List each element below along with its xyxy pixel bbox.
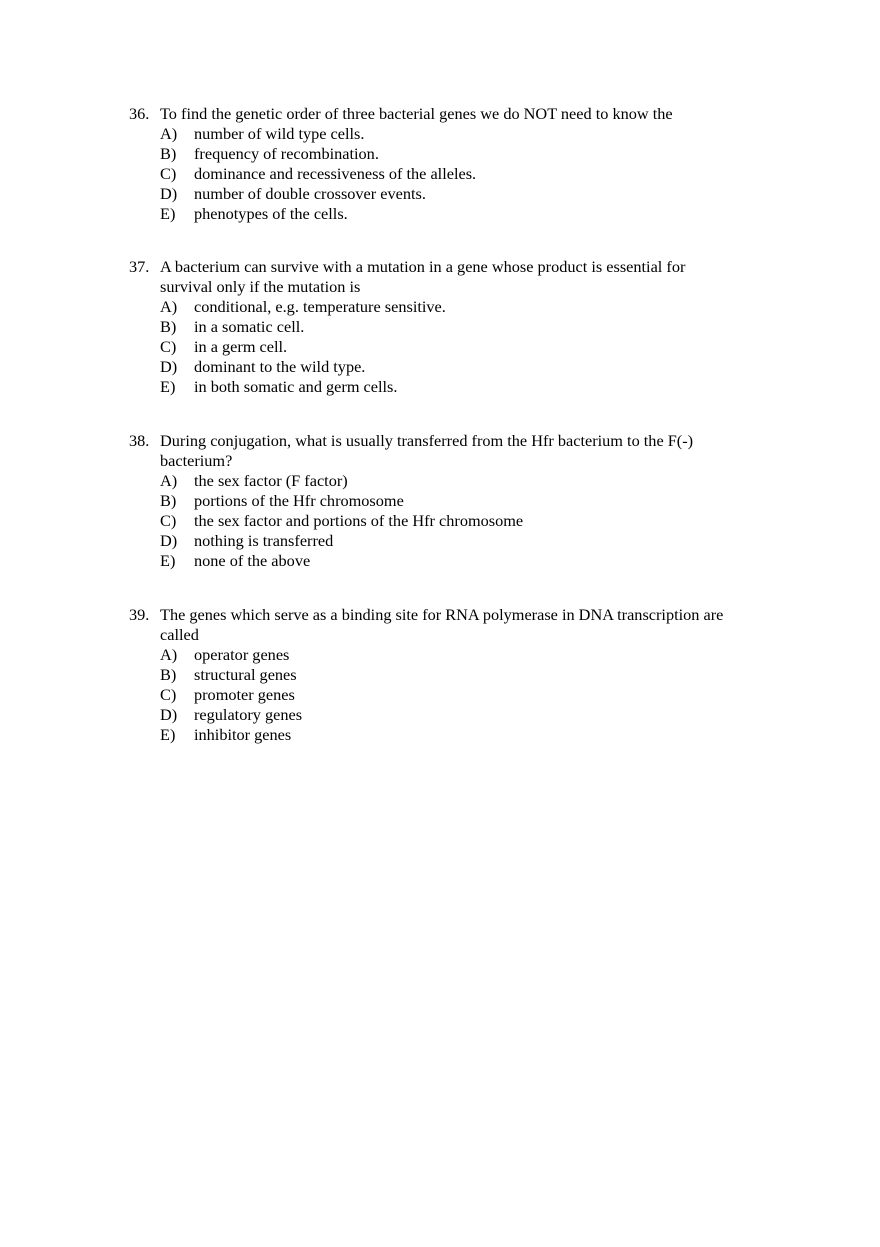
option-text: operator genes (194, 645, 290, 664)
question-stem-line (129, 277, 769, 297)
option-letter: C) (160, 164, 177, 183)
question-stem-line (129, 104, 769, 124)
question-text-continued: bacterium? (160, 451, 233, 470)
question-text-continued: survival only if the mutation is (160, 277, 361, 296)
answer-option-c (129, 164, 769, 184)
option-text: none of the above (194, 551, 311, 570)
option-letter: C) (160, 337, 177, 356)
option-text: dominant to the wild type. (194, 357, 366, 376)
option-text: structural genes (194, 665, 297, 684)
answer-option-b (129, 665, 769, 685)
option-text: in a somatic cell. (194, 317, 305, 336)
option-text: the sex factor and portions of the Hfr chromosome (194, 511, 524, 530)
option-letter: E) (160, 204, 176, 223)
question-stem-line (129, 605, 769, 625)
option-text: frequency of recombination. (194, 144, 379, 163)
option-text: in a germ cell. (194, 337, 288, 356)
option-text: number of wild type cells. (194, 124, 365, 143)
option-letter: D) (160, 357, 178, 376)
question-38 (129, 431, 769, 571)
question-text: The genes which serve as a binding site for RNA polymerase in DNA transcription are (160, 605, 724, 624)
option-text: the sex factor (F factor) (194, 471, 348, 490)
question-text: A bacterium can survive with a mutation in a gene whose product is essential for (160, 257, 686, 276)
question-number: 38. (129, 431, 150, 450)
option-text: conditional, e.g. temperature sensitive. (194, 297, 446, 316)
option-letter: D) (160, 184, 178, 203)
option-letter: B) (160, 317, 177, 336)
answer-option-e (129, 725, 769, 745)
answer-option-d (129, 705, 769, 725)
option-text: regulatory genes (194, 705, 303, 724)
option-letter: D) (160, 705, 178, 724)
option-letter: D) (160, 531, 178, 550)
option-letter: A) (160, 124, 178, 143)
answer-option-a (129, 297, 769, 317)
option-letter: A) (160, 645, 178, 664)
answer-option-e (129, 551, 769, 571)
option-letter: B) (160, 665, 177, 684)
option-text: promoter genes (194, 685, 295, 704)
question-39 (129, 605, 769, 745)
option-letter: A) (160, 297, 178, 316)
question-number: 37. (129, 257, 150, 276)
answer-option-b (129, 144, 769, 164)
answer-option-c (129, 511, 769, 531)
answer-option-b (129, 317, 769, 337)
option-text: number of double crossover events. (194, 184, 426, 203)
option-text: dominance and recessiveness of the alleles. (194, 164, 477, 183)
answer-option-e (129, 204, 769, 224)
option-letter: E) (160, 551, 176, 570)
question-text-continued: called (160, 625, 199, 644)
answer-option-a (129, 645, 769, 665)
option-letter: A) (160, 471, 178, 490)
option-letter: E) (160, 725, 176, 744)
answer-option-d (129, 184, 769, 204)
answer-option-a (129, 471, 769, 491)
option-letter: C) (160, 685, 177, 704)
option-text: in both somatic and germ cells. (194, 377, 398, 396)
option-text: inhibitor genes (194, 725, 292, 744)
option-text: nothing is transferred (194, 531, 334, 550)
question-36 (129, 104, 769, 224)
question-stem-line (129, 257, 769, 277)
answer-option-e (129, 377, 769, 397)
question-37 (129, 257, 769, 397)
question-stem-line (129, 431, 769, 451)
question-text: During conjugation, what is usually transferred from the Hfr bacterium to the F(-) (160, 431, 694, 450)
answer-option-a (129, 124, 769, 144)
question-stem-line (129, 625, 769, 645)
option-text: portions of the Hfr chromosome (194, 491, 404, 510)
question-number: 39. (129, 605, 150, 624)
option-letter: B) (160, 491, 177, 510)
question-text: To find the genetic order of three bacterial genes we do NOT need to know the (160, 104, 673, 123)
answer-option-c (129, 685, 769, 705)
answer-option-b (129, 491, 769, 511)
question-number: 36. (129, 104, 150, 123)
answer-option-d (129, 531, 769, 551)
answer-option-d (129, 357, 769, 377)
option-letter: B) (160, 144, 177, 163)
option-text: phenotypes of the cells. (194, 204, 348, 223)
option-letter: C) (160, 511, 177, 530)
question-stem-line (129, 451, 769, 471)
answer-option-c (129, 337, 769, 357)
option-letter: E) (160, 377, 176, 396)
